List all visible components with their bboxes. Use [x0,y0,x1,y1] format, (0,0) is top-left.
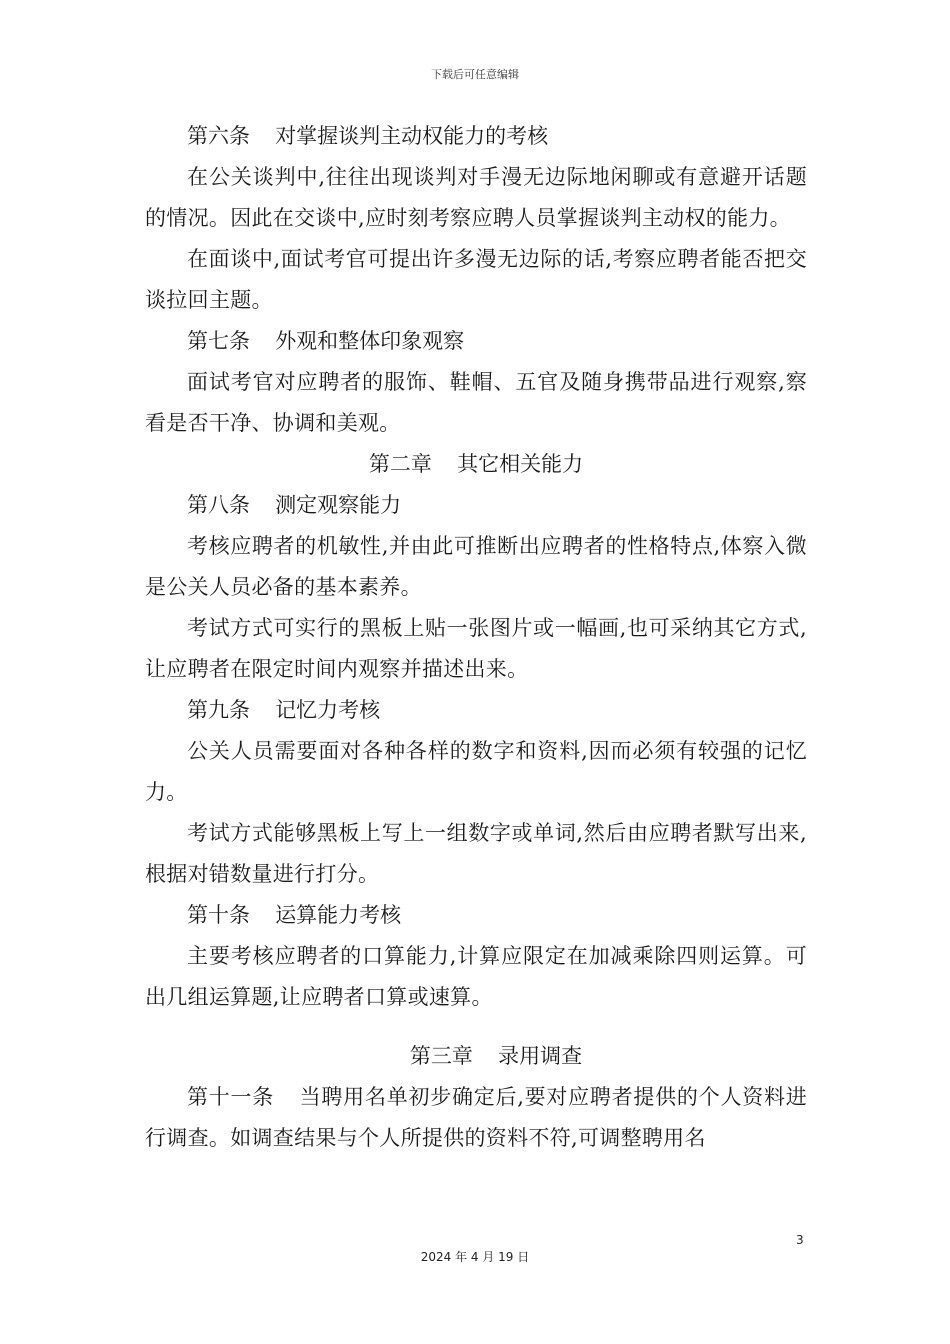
article-title: 记忆力考核 [275,698,381,722]
paragraph: 考试方式能够黑板上写上一组数字或单词,然后由应聘者默写出来,根据对错数量进行打分。 [145,821,807,886]
article-6-heading [145,116,807,157]
article-number: 第九条 [187,698,250,722]
chapter-3-heading [145,1036,807,1077]
article-number: 第十一条 [187,1085,275,1109]
chapter-title: 其它相关能力 [457,452,584,476]
article-number: 第八条 [187,493,250,517]
article-title: 对掌握谈判主动权能力的考核 [275,124,549,148]
article-7-heading [145,321,807,362]
paragraph: 考核应聘者的机敏性,并由此可推断出应聘者的性格特点,体察入微是公关人员必备的基本素养。 [145,534,807,599]
chapter-number: 第三章 [409,1044,473,1068]
article-title: 外观和整体印象观察 [275,329,465,353]
paragraph: 主要考核应聘者的口算能力,计算应限定在加减乘除四则运算。可出几组运算题,让应聘者口算或速算。 [145,944,807,1009]
article-10-heading [145,895,807,936]
paragraph: 面试考官对应聘者的服饰、鞋帽、五官及随身携带品进行观察,察看是否干净、协调和美观。 [145,370,807,435]
article-title: 运算能力考核 [275,903,402,927]
page-number: 3 [796,1233,804,1247]
chapter-2-heading [145,444,807,485]
chapter-title: 录用调查 [498,1044,583,1068]
article-number: 第七条 [187,329,250,353]
paragraph: 公关人员需要面对各种各样的数字和资料,因而必须有较强的记忆力。 [145,739,807,804]
article-text: 当聘用名单初步确定后,要对应聘者提供的个人资料进行调查。如调查结果与个人所提供的资料不符,可调整聘用名 [145,1085,808,1150]
article-number: 第六条 [187,124,250,148]
article-9-heading [145,690,807,731]
chapter-number: 第二章 [368,452,432,476]
paragraph: 考试方式可实行的黑板上贴一张图片或一幅画,也可采纳其它方式,让应聘者在限定时间内观察并描述出来。 [145,616,807,681]
page-footer-date: 2024 年 4 月 19 日 [420,1250,530,1264]
article-number: 第十条 [187,903,250,927]
document-body [145,116,807,1159]
page-header: 下载后可任意编辑 [431,68,519,81]
paragraph: 在公关谈判中,往往出现谈判对手漫无边际地闲聊或有意避开话题的情况。因此在交谈中,应时刻考察应聘人员掌握谈判主动权的能力。 [145,165,807,230]
paragraph: 在面谈中,面试考官可提出许多漫无边际的话,考察应聘者能否把交谈拉回主题。 [145,247,807,312]
article-8-heading [145,485,807,526]
article-title: 测定观察能力 [275,493,402,517]
article-11-paragraph [145,1077,807,1159]
